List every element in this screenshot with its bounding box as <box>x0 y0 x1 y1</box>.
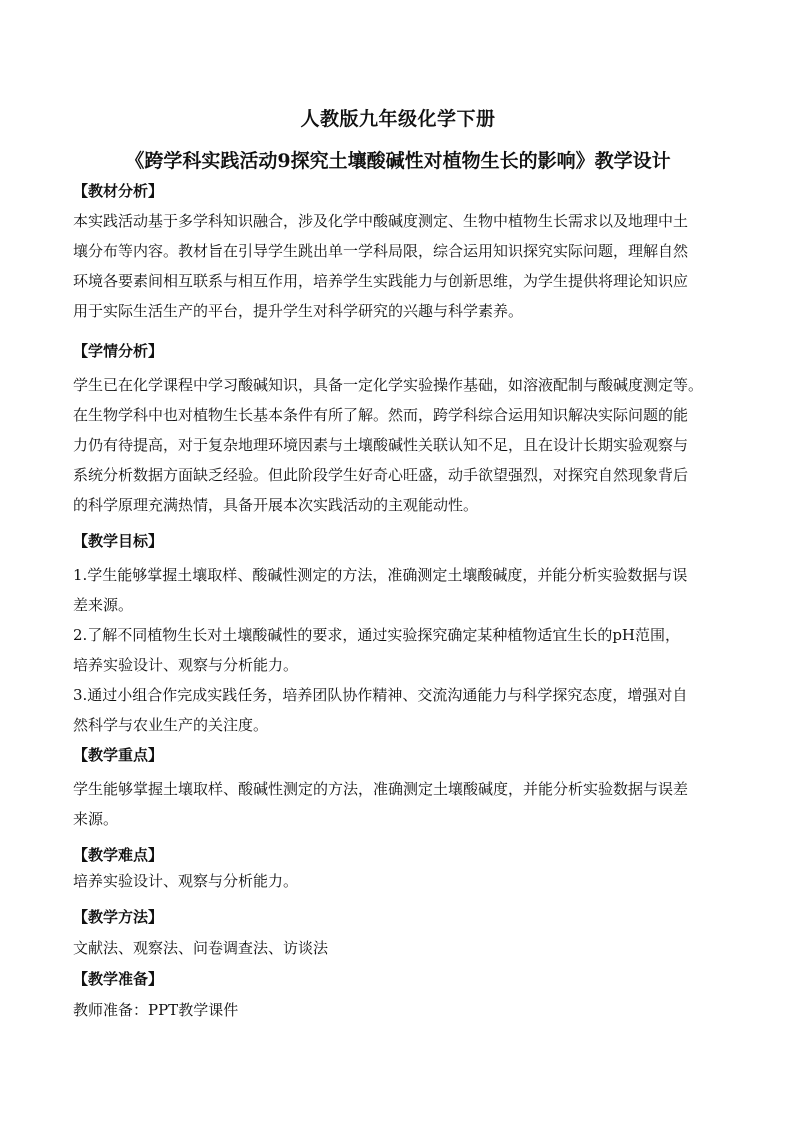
text-line: 力仍有待提高，对于复杂地理环境因素与土壤酸碱性关联认知不足，且在设计长期实验观察与 <box>73 436 689 454</box>
text-line: 来源。 <box>73 810 119 828</box>
text-line: 学生已在化学课程中学习酸碱知识，具备一定化学实验操作基础，如溶液配制与酸碱度测定等。 <box>73 376 704 394</box>
section-body-textbook-analysis <box>73 206 725 326</box>
text-line: 培养实验设计、观察与分析能力。 <box>73 656 299 674</box>
document-title: 人教版九年级化学下册 <box>300 108 496 130</box>
text-line: 2.了解不同植物生长对土壤酸碱性的要求，通过实验探究确定某种植物适宜生长的pH范围， <box>73 626 680 644</box>
text-line: 学生能够掌握土壤取样、酸碱性测定的方法，准确测定土壤酸碱度，并能分析实验数据与误差 <box>73 780 689 798</box>
section-body-preparation <box>73 995 725 1025</box>
text-line: 然科学与农业生产的关注度。 <box>73 716 269 734</box>
text-line: 本实践活动基于多学科知识融合，涉及化学中酸碱度测定、生物中植物生长需求以及地理中土 <box>73 212 689 230</box>
text-line: 3.通过小组合作完成实践任务，培养团队协作精神、交流沟通能力与科学探究态度，增强对自 <box>73 686 688 704</box>
section-heading-textbook-analysis: 【教材分析】 <box>73 182 164 200</box>
text-line: 培养实验设计、观察与分析能力。 <box>73 872 299 890</box>
text-line: 教师准备：PPT教学课件 <box>73 1001 239 1019</box>
section-body-learner-analysis <box>73 370 725 520</box>
section-heading-key-points: 【教学重点】 <box>73 746 164 764</box>
document-subtitle: 《跨学科实践活动9探究土壤酸碱性对植物生长的影响》教学设计 <box>125 150 671 172</box>
text-line: 的科学原理充满热情，具备开展本次实践活动的主观能动性。 <box>73 496 479 514</box>
section-heading-preparation: 【教学准备】 <box>73 970 164 988</box>
text-line: 差来源。 <box>73 596 134 614</box>
text-line: 1.学生能够掌握土壤取样、酸碱性测定的方法，准确测定土壤酸碱度，并能分析实验数据与误 <box>73 566 688 584</box>
text-line: 用于实际生活生产的平台，提升学生对科学研究的兴趣与科学素养。 <box>73 302 524 320</box>
section-body-key-points <box>73 774 725 834</box>
text-line: 环境各要素间相互联系与相互作用，培养学生实践能力与创新思维，为学生提供将理论知识应 <box>73 272 689 290</box>
section-heading-teaching-objectives: 【教学目标】 <box>73 532 164 550</box>
text-line: 壤分布等内容。教材旨在引导学生跳出单一学科局限，综合运用知识探究实际问题，理解自然 <box>73 242 689 260</box>
section-body-teaching-objectives <box>73 560 725 740</box>
section-body-difficulties <box>73 866 725 896</box>
text-line: 文献法、观察法、问卷调查法、访谈法 <box>73 939 329 957</box>
section-heading-learner-analysis: 【学情分析】 <box>73 342 164 360</box>
text-line: 系统分析数据方面缺乏经验。但此阶段学生好奇心旺盛，动手欲望强烈，对探究自然现象背后 <box>73 466 689 484</box>
section-heading-difficulties: 【教学难点】 <box>73 846 164 864</box>
section-heading-teaching-methods: 【教学方法】 <box>73 908 164 926</box>
section-body-teaching-methods <box>73 933 725 963</box>
text-line: 在生物学科中也对植物生长基本条件有所了解。然而，跨学科综合运用知识解决实际问题的能 <box>73 406 689 424</box>
